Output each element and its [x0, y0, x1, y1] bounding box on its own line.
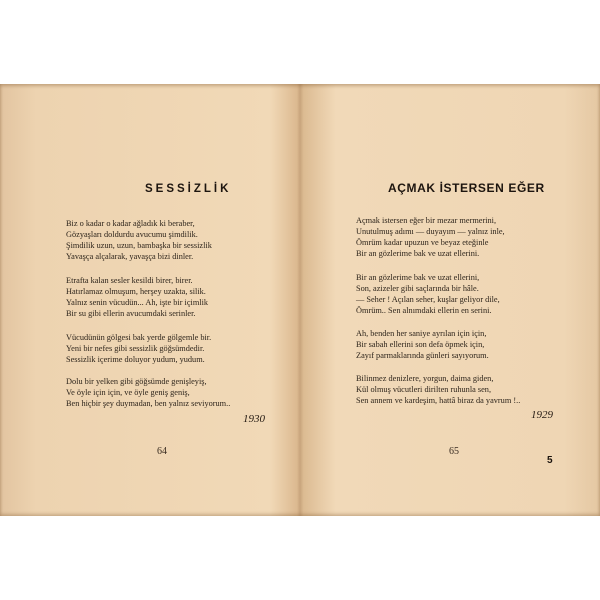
- right-page: [301, 84, 600, 516]
- verse-line: Bir su gibi ellerin avucumdaki serinler.: [66, 309, 196, 318]
- verse-line: Ömrüm kadar upuzun ve beyaz eteğinle: [356, 238, 489, 247]
- verse-line: Biz o kadar o kadar ağladık ki beraber,: [66, 219, 195, 228]
- poem-year: 1930: [243, 413, 265, 425]
- open-book-spread: [0, 84, 600, 516]
- stanza-1: [356, 215, 505, 259]
- verse-line: Ve öyle için için, ve öyle geniş geniş,: [66, 388, 190, 397]
- verse-line: Unutulmuş adımı — duyayım — yalnız inle,: [356, 227, 505, 236]
- verse-line: Açmak istersen eğer bir mezar mermerini,: [356, 216, 497, 225]
- page-number: 65: [449, 446, 459, 457]
- poem-title: AÇMAK İSTERSEN EĞER: [388, 181, 545, 195]
- verse-line: Ah, benden her saniye ayrılan için için,: [356, 329, 487, 338]
- verse-line: Vücudünün gölgesi bak yerde gölgemle bir.: [66, 333, 212, 342]
- left-page: [0, 84, 299, 516]
- verse-line: Yalnız senin vücudün... Ah, işte bir içimlik: [66, 298, 209, 307]
- stanza-2: [66, 275, 208, 319]
- verse-line: Hatırlamaz olmuşum, herşey uzakta, silik.: [66, 287, 206, 296]
- verse-line: Dolu bir yelken gibi göğsümde genişleyiş,: [66, 377, 207, 386]
- verse-line: Sen annem ve kardeşim, hattâ biraz da yavrum !..: [356, 396, 521, 405]
- verse-line: Yavaşça alçalarak, yavaşça bizi dinler.: [66, 252, 194, 261]
- verse-line: Bir sabah ellerini son defa öpmek için,: [356, 340, 485, 349]
- verse-line: Yeni bir nefes gibi sessizlik göğsümdedir.: [66, 344, 205, 353]
- stanza-3: [66, 332, 211, 365]
- stanza-1: [66, 218, 212, 262]
- poem-title: SESSİZLİK: [145, 183, 232, 195]
- verse-line: Sessizlik içerime doluyor yudum, yudum.: [66, 355, 205, 364]
- verse-line: Etrafta kalan sesler kesildi birer, birer.: [66, 276, 193, 285]
- verse-line: — Seher ! Açılan seher, kuşlar geliyor dile,: [356, 295, 500, 304]
- verse-line: Kül olmuş vücutleri dirilten ruhunla sen,: [356, 385, 492, 394]
- verse-line: Bir an gözlerime bak ve uzat ellerini.: [356, 249, 480, 258]
- verse-line: Gözyaşları doldurdu avucumu şimdilik.: [66, 230, 198, 239]
- verse-line: Ben hiçbir şey duymadan, ben yalnız seviyorum..: [66, 399, 231, 408]
- verse-line: Ömrüm.. Sen alnımdaki ellerin en serini.: [356, 306, 492, 315]
- poem-year: 1929: [531, 409, 553, 421]
- page-number: 64: [157, 446, 167, 457]
- stanza-4: [66, 376, 230, 409]
- stanza-3: [356, 328, 489, 361]
- stanza-2: [356, 272, 500, 316]
- verse-line: Şimdilik uzun, uzun, bambaşka bir sessizlik: [66, 241, 212, 250]
- verse-line: Son, azizeler gibi saçlarında bir hâle.: [356, 284, 479, 293]
- signature-mark: 5: [547, 455, 553, 466]
- verse-line: Bir an gözlerime bak ve uzat ellerini,: [356, 273, 480, 282]
- verse-line: Bilinmez denizlere, yorgun, daima giden,: [356, 374, 494, 383]
- stanza-4: [356, 373, 520, 406]
- verse-line: Zayıf parmaklarında günleri sayıyorum.: [356, 351, 489, 360]
